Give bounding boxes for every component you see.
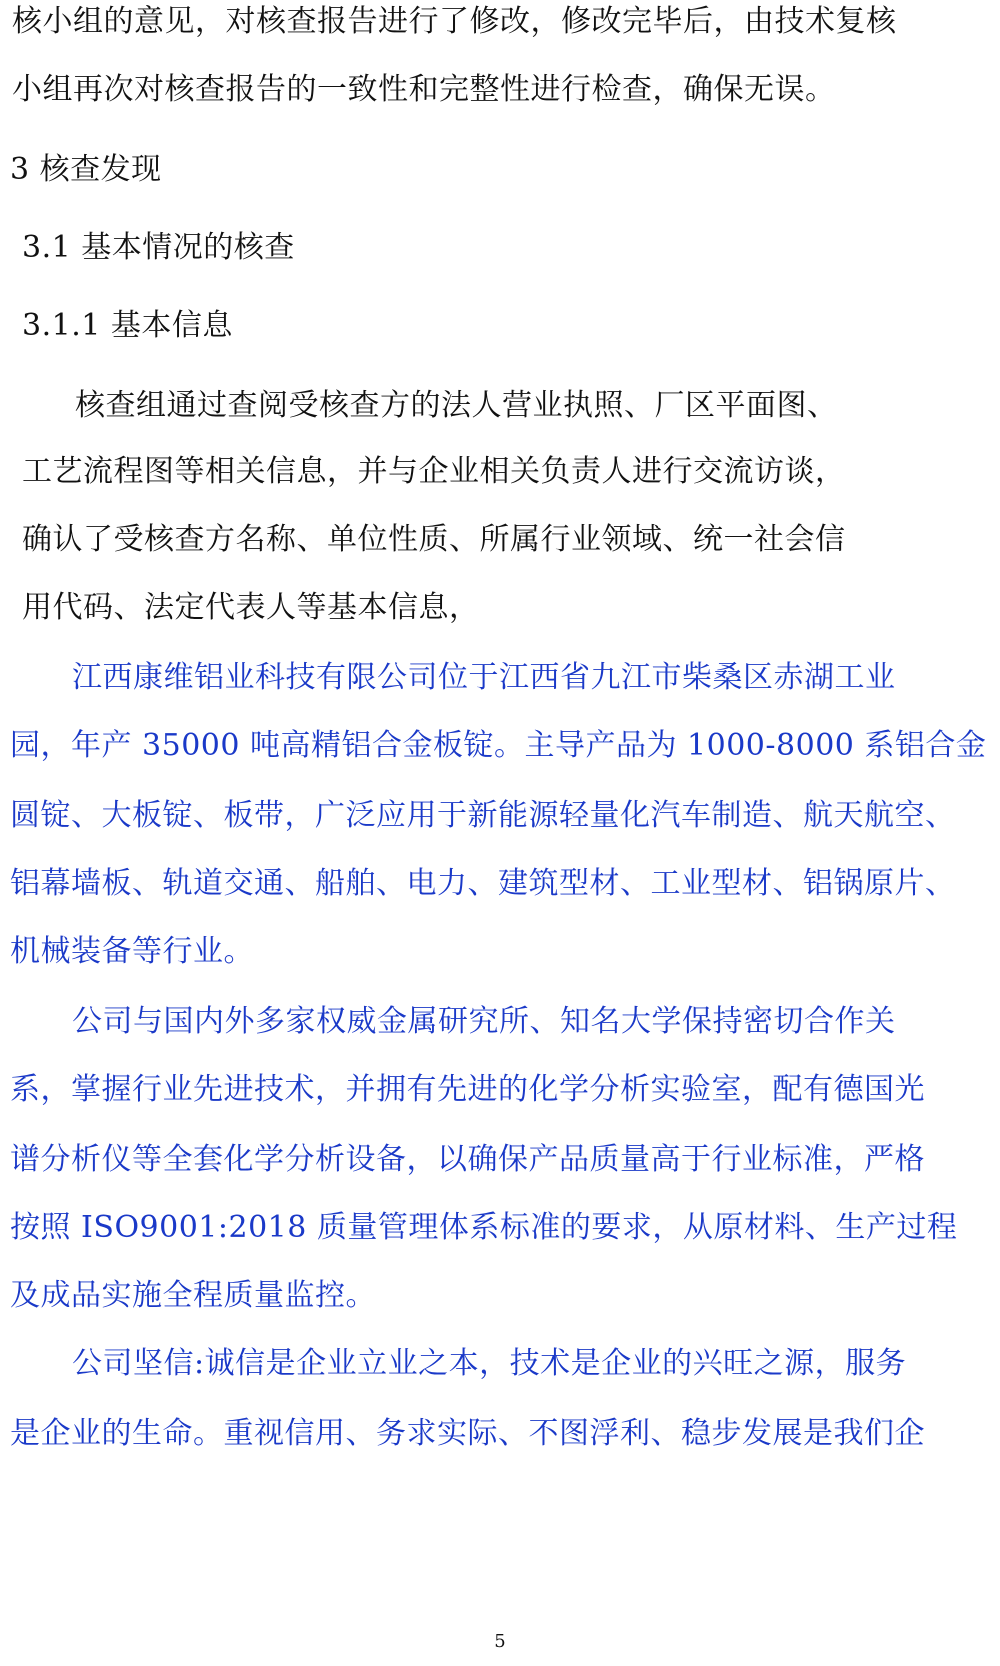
company-intro-line-2: 园，年产 35000 吨高精铝合金板锭。主导产品为 1000-8000 系铝合金	[10, 728, 987, 763]
basic-info-line-3: 确认了受核查方名称、单位性质、所属行业领域、统一社会信	[22, 522, 846, 557]
basic-info-line-1: 核查组通过查阅受核查方的法人营业执照、厂区平面图、	[75, 388, 838, 423]
company-intro-line-4: 铝幕墙板、轨道交通、船舶、电力、建筑型材、工业型材、铝锅原片、	[10, 866, 956, 901]
cooperation-line-5: 及成品实施全程质量监控。	[10, 1278, 376, 1313]
section-heading-3-1: 3.1 基本情况的核查	[22, 230, 295, 265]
page-number: 5	[494, 1631, 506, 1652]
section-heading-3: 3 核查发现	[10, 152, 162, 187]
basic-info-line-2: 工艺流程图等相关信息，并与企业相关负责人进行交流访谈，	[22, 454, 846, 489]
belief-line-1: 公司坚信:诚信是企业立业之本，技术是企业的兴旺之源，服务	[72, 1346, 907, 1381]
company-intro-line-1: 江西康维铝业科技有限公司位于江西省九江市柴桑区赤湖工业	[72, 660, 896, 695]
company-intro-line-3: 圆锭、大板锭、板带，广泛应用于新能源轻量化汽车制造、航天航空、	[10, 798, 956, 833]
basic-info-line-4: 用代码、法定代表人等基本信息，	[22, 590, 480, 625]
company-intro-line-5: 机械装备等行业。	[10, 934, 254, 969]
cooperation-line-4: 按照 ISO9001:2018 质量管理体系标准的要求，从原材料、生产过程	[10, 1210, 958, 1245]
intro-line-2: 小组再次对核查报告的一致性和完整性进行检查，确保无误。	[12, 72, 836, 107]
intro-line-1: 核小组的意见，对核查报告进行了修改，修改完毕后，由技术复核	[12, 4, 897, 39]
cooperation-line-1: 公司与国内外多家权威金属研究所、知名大学保持密切合作关	[72, 1004, 896, 1039]
cooperation-line-2: 系，掌握行业先进技术，并拥有先进的化学分析实验室，配有德国光	[10, 1072, 925, 1107]
belief-line-2: 是企业的生命。重视信用、务求实际、不图浮利、稳步发展是我们企	[10, 1416, 925, 1451]
cooperation-line-3: 谱分析仪等全套化学分析设备，以确保产品质量高于行业标准，严格	[10, 1142, 925, 1177]
section-heading-3-1-1: 3.1.1 基本信息	[22, 308, 233, 343]
